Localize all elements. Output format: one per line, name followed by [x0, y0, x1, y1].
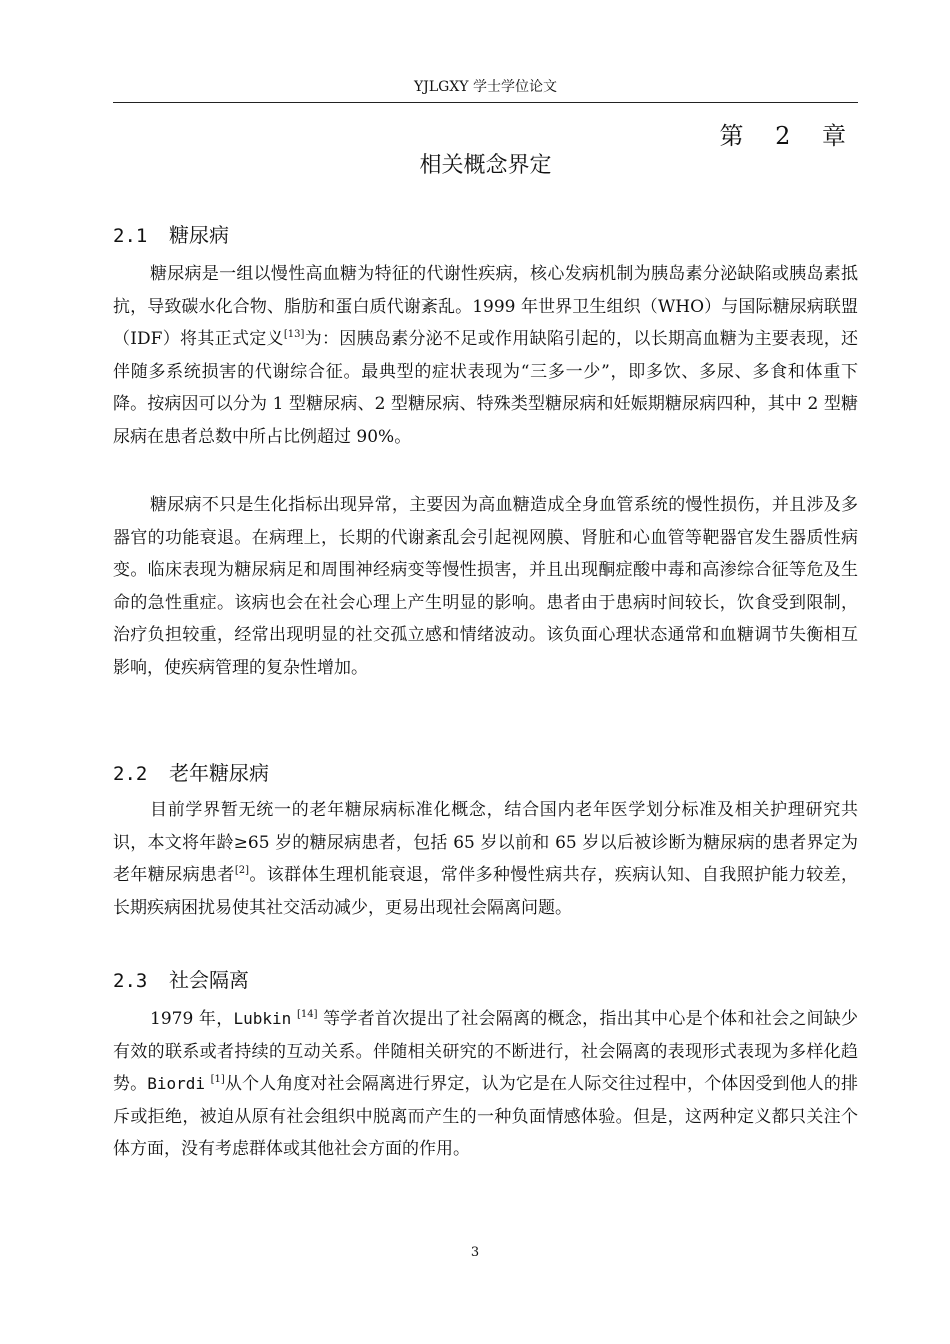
section-number: 2.3 [113, 970, 148, 992]
chapter-label: 第 2 章 [719, 122, 858, 150]
section-heading-2-3 [113, 964, 249, 993]
paragraph-text: 从个人角度对社会隔离进行界定，认为它是在人际交往过程中，个体因受到他人的排斥或拒绝，被迫从原有社会组织中脱离而产生的一种负面情感体验。但是，这两种定义都只关注个体方面，没有考虑群体或其他社会方面的作用。 [113, 1074, 859, 1160]
paragraph [113, 258, 858, 454]
paragraph [113, 794, 858, 924]
paragraph-text: 糖尿病不只是生化指标出现异常，主要因为高血糖造成全身血管系统的慢性损伤，并且涉及多器官的功能衰退。在病理上，长期的代谢紊乱会引起视网膜、肾脏和心血管等靶器官发生器质性病变。临床表现为糖尿病足和周围神经病变等慢性损害，并且出现酮症酸中毒和高渗综合征等危及生命的急性重症。该病也会在社会心理上产生明显的影响。患者由于患病时间较长，饮食受到限制，治疗负担较重，经常出现明显的社交孤立感和情绪波动。该负面心理状态通常和血糖调节失衡相互影响，使疾病管理的复杂性增加。 [113, 495, 858, 678]
citation: [13] [283, 329, 305, 341]
header-text: YJLGXY 学士学位论文 [414, 79, 557, 95]
citation: [14] [296, 1009, 318, 1020]
citation: [2] [234, 865, 249, 877]
page-header [113, 74, 858, 103]
chapter-title: 相关概念界定 [419, 153, 552, 178]
paragraph-text: 为：因胰岛素分泌不足或作用缺陷引起的，以长期高血糖为主要表现，还伴随多系统损害的代谢综合征。最典型的症状表现为“三多一少”，即多饮、多尿、多食和体重下降。按病因可以分为 1 型糖尿病、2 型糖尿病、特殊类型糖尿病和妊娠期糖尿病四种，其中 2 型糖尿病在患者总数中所占比例超过 90%。 [113, 329, 859, 447]
paragraph-text: 1979 年， [150, 1009, 234, 1029]
citation: [1] [210, 1074, 225, 1086]
section-heading-2-1 [113, 219, 229, 248]
section-heading-2-2 [113, 757, 269, 786]
section-number: 2.2 [113, 763, 148, 785]
author-name: Biordi [147, 1074, 206, 1094]
page-number: 3 [470, 1245, 480, 1260]
paragraph [113, 1003, 858, 1166]
section-title: 社会隔离 [169, 968, 249, 992]
paragraph-text: 。该群体生理机能衰退，常伴多种慢性病共存，疾病认知、自我照护能力较差，长期疾病困扰易使其社交活动减少，更易出现社会隔离问题。 [113, 865, 859, 918]
section-number: 2.1 [113, 225, 148, 247]
section-title: 糖尿病 [169, 223, 229, 247]
author-name: Lubkin [233, 1009, 292, 1028]
paragraph-text: 等学者首次提出了社会隔离的概念，指出其中心是个体和社会之间缺少有效的联系或者持续的互动关系。伴随相关研究的不断进行，社会隔离的表现形式表现为多样化趋势。 [113, 1009, 859, 1095]
paragraph-text: 糖尿病是一组以慢性高血糖为特征的代谢性疾病，核心发病机制为胰岛素分泌缺陷或胰岛素抵抗，导致碳水化合物、脂肪和蛋白质代谢紊乱。1999 年世界卫生组织（WHO）与国际糖尿病联盟（IDF）将其正式定义 [113, 264, 858, 350]
paragraph [113, 489, 858, 685]
section-title: 老年糖尿病 [169, 761, 269, 785]
paragraph-text: 目前学界暂无统一的老年糖尿病标准化概念，结合国内老年医学划分标准及相关护理研究共识，本文将年龄≥65 岁的糖尿病患者，包括 65 岁以前和 65 岁以后被诊断为糖尿病的患者界定为老年糖尿病患者 [113, 800, 858, 886]
